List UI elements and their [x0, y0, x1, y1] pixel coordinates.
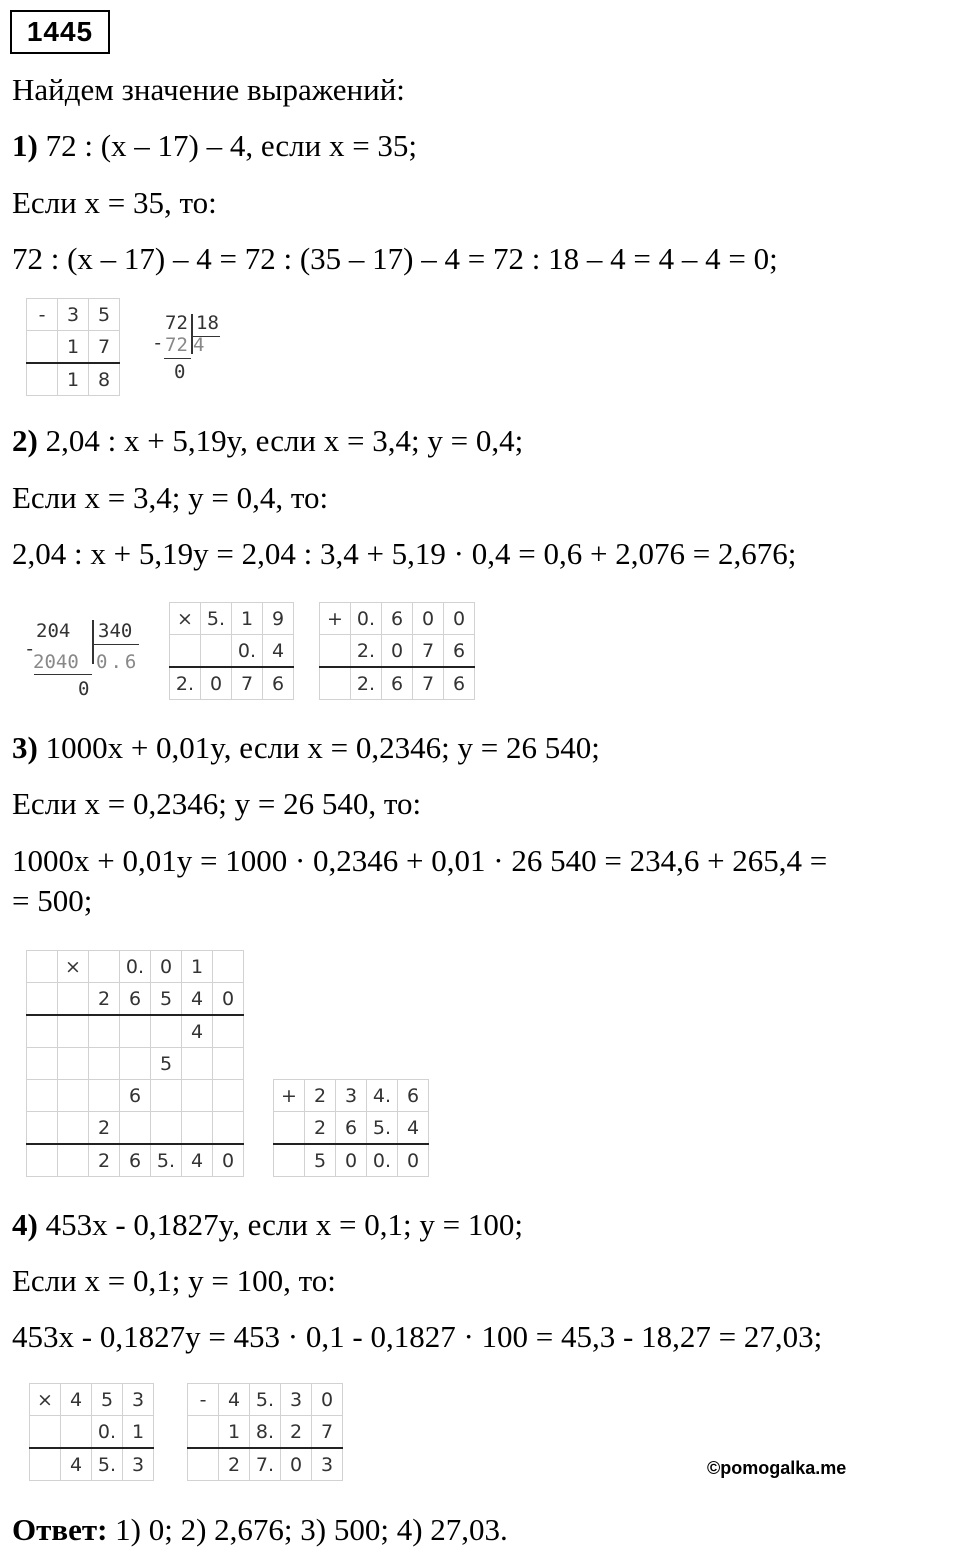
grid-cell: × [30, 1384, 61, 1416]
problem-number-badge: 1445 [10, 10, 110, 54]
part1-number: 1) [12, 128, 38, 163]
grid-cell: 7 [89, 331, 120, 364]
grid-row [188, 1384, 343, 1416]
answer-line [12, 1512, 508, 1548]
grid-cell: 0 [213, 1144, 244, 1177]
grid-row [27, 983, 244, 1016]
part3-number: 3) [12, 730, 38, 765]
grid-cell: × [170, 603, 201, 635]
part2-given: Если x = 3,4; y = 0,4, то: [12, 480, 329, 515]
grid-cell: + [320, 603, 351, 635]
grid-cell: 7 [413, 667, 444, 700]
grid-cell: 3 [336, 1080, 367, 1112]
p2-div-quotient: 0.6 [96, 651, 140, 673]
grid-cell: 0 [151, 951, 182, 983]
part3-solution: 1000x + 0,01y = 1000 · 0,2346 + 0,01 · 26 540 = 234,6 + 265,4 = [12, 843, 828, 878]
grid-cell: 6 [382, 667, 413, 700]
grid-row [170, 635, 294, 668]
grid-cell: + [274, 1080, 305, 1112]
grid-cell [89, 1080, 120, 1112]
part3-solution-cont: = 500; [12, 883, 93, 918]
grid-cell: 0. [367, 1144, 398, 1177]
p1-div-product: 72 [165, 334, 188, 356]
grid-cell: 0. [92, 1416, 123, 1449]
answer-label: Ответ: [12, 1512, 108, 1547]
grid-cell [213, 1080, 244, 1112]
grid-cell [151, 1080, 182, 1112]
p1-div-divisor: 18 [196, 312, 219, 334]
grid-cell [89, 1015, 120, 1048]
grid-row [27, 331, 120, 364]
grid-cell: 5. [250, 1384, 281, 1416]
grid-cell: 4 [263, 635, 294, 668]
grid-cell: 0 [382, 635, 413, 668]
part4-solution: 453x - 0,1827y = 453 · 0,1 - 0,1827 · 100 = 45,3 - 18,27 = 27,03; [12, 1319, 823, 1354]
grid-cell [89, 951, 120, 983]
grid-row [30, 1384, 154, 1416]
grid-cell [188, 1448, 219, 1481]
grid-row [27, 1080, 244, 1112]
p2-div-dividend: 204 [36, 620, 71, 642]
part2-task-text: 2,04 : x + 5,19y, если x = 3,4; y = 0,4; [37, 423, 524, 458]
grid-cell: 5. [151, 1144, 182, 1177]
grid-cell [182, 1048, 213, 1080]
grid-cell: 3 [58, 299, 89, 331]
part4-number: 4) [12, 1207, 38, 1242]
watermark-text: ©pomogalka.me [707, 1458, 847, 1478]
grid-cell: 1 [123, 1416, 154, 1449]
p2-div-bracket [92, 620, 94, 664]
p1-div-remainder: 0 [174, 361, 186, 383]
grid-row [188, 1416, 343, 1449]
p4-multiplication-grid [29, 1383, 154, 1481]
grid-cell: 3 [281, 1384, 312, 1416]
grid-row [320, 667, 475, 700]
grid-cell [61, 1416, 92, 1449]
grid-cell: 0 [444, 603, 475, 635]
grid-cell: 0 [413, 603, 444, 635]
grid-cell [213, 1112, 244, 1145]
grid-cell [213, 1048, 244, 1080]
grid-cell: 5. [201, 603, 232, 635]
grid-cell: 1 [58, 331, 89, 364]
grid-cell: 2. [351, 635, 382, 668]
part4-given: Если x = 0,1; y = 100, то: [12, 1263, 336, 1298]
grid-cell: 6 [263, 667, 294, 700]
grid-cell: 4 [61, 1384, 92, 1416]
grid-cell: 4 [61, 1448, 92, 1481]
grid-cell: 7. [250, 1448, 281, 1481]
grid-cell: 2 [89, 1112, 120, 1145]
grid-cell: 0. [232, 635, 263, 668]
grid-cell: 6 [120, 983, 151, 1016]
part4-task-text: 453x - 0,1827y, если x = 0,1; y = 100; [37, 1207, 523, 1242]
grid-row [27, 1015, 244, 1048]
grid-cell: 5. [367, 1112, 398, 1145]
grid-cell [120, 1112, 151, 1145]
grid-cell [27, 1112, 58, 1145]
grid-cell [320, 667, 351, 700]
p1-long-division [150, 312, 230, 392]
part3-task [12, 730, 600, 766]
grid-cell: 9 [263, 603, 294, 635]
grid-cell: 8. [250, 1416, 281, 1449]
grid-cell [27, 1015, 58, 1048]
grid-cell: 2 [281, 1416, 312, 1449]
grid-cell: 3 [123, 1448, 154, 1481]
p3-multiplication-grid [26, 950, 244, 1177]
p3-addition-grid [273, 1079, 429, 1177]
grid-cell: 6 [120, 1144, 151, 1177]
grid-cell: 1 [182, 951, 213, 983]
part1-solution: 72 : (x – 17) – 4 = 72 : (35 – 17) – 4 = 72 : 18 – 4 = 4 – 4 = 0; [12, 241, 778, 276]
p4-subtraction-grid [187, 1383, 343, 1481]
p1-div-result-line [164, 358, 191, 359]
p1-div-minus: - [152, 332, 164, 354]
grid-cell: 6 [336, 1112, 367, 1145]
grid-cell [58, 1080, 89, 1112]
grid-cell [274, 1144, 305, 1177]
grid-cell: 3 [123, 1384, 154, 1416]
grid-row [274, 1080, 429, 1112]
grid-row [320, 603, 475, 635]
grid-cell: 0 [281, 1448, 312, 1481]
grid-cell [213, 951, 244, 983]
grid-cell: 4 [219, 1384, 250, 1416]
grid-cell [27, 1080, 58, 1112]
grid-cell: 6 [382, 603, 413, 635]
grid-row [320, 635, 475, 668]
grid-cell: 1 [219, 1416, 250, 1449]
part2-task [12, 423, 523, 459]
grid-cell: 4. [367, 1080, 398, 1112]
part1-given: Если x = 35, то: [12, 185, 217, 220]
grid-cell [188, 1416, 219, 1449]
p2-addition-grid [319, 602, 475, 700]
grid-cell [201, 635, 232, 668]
p2-multiplication-grid [169, 602, 294, 700]
grid-row [274, 1112, 429, 1145]
grid-cell [58, 1144, 89, 1177]
grid-cell: 2 [219, 1448, 250, 1481]
grid-row [27, 1048, 244, 1080]
part1-task [12, 128, 417, 164]
grid-cell: 2 [89, 1144, 120, 1177]
grid-row [27, 951, 244, 983]
p2-long-division [22, 618, 152, 700]
grid-cell: - [188, 1384, 219, 1416]
grid-cell: 0. [120, 951, 151, 983]
grid-cell: 1 [58, 363, 89, 396]
p2-div-divisor-line [94, 644, 139, 645]
grid-cell [27, 363, 58, 396]
grid-row [30, 1448, 154, 1481]
part2-solution: 2,04 : x + 5,19y = 2,04 : 3,4 + 5,19 · 0,4 = 0,6 + 2,076 = 2,676; [12, 536, 797, 571]
grid-cell [58, 1048, 89, 1080]
p1-subtraction-grid [26, 298, 120, 396]
grid-cell [89, 1048, 120, 1080]
grid-cell [58, 1015, 89, 1048]
part3-given: Если x = 0,2346; y = 26 540, то: [12, 786, 422, 821]
grid-cell: 7 [232, 667, 263, 700]
grid-cell: 1 [232, 603, 263, 635]
grid-cell: 2 [305, 1080, 336, 1112]
grid-cell: 6 [120, 1080, 151, 1112]
p1-div-quotient: 4 [193, 334, 205, 356]
grid-cell: 4 [182, 983, 213, 1016]
grid-cell: 0 [213, 983, 244, 1016]
grid-cell: 7 [312, 1416, 343, 1449]
grid-cell: 5 [92, 1384, 123, 1416]
part2-number: 2) [12, 423, 38, 458]
grid-row [188, 1448, 343, 1481]
grid-cell: 6 [398, 1080, 429, 1112]
p2-div-divisor: 340 [98, 620, 133, 642]
grid-cell [27, 983, 58, 1016]
part3-task-text: 1000x + 0,01y, если x = 0,2346; y = 26 540; [37, 730, 600, 765]
grid-cell: 0 [398, 1144, 429, 1177]
grid-cell [30, 1416, 61, 1449]
grid-cell: 2 [305, 1112, 336, 1145]
grid-cell [320, 635, 351, 668]
grid-cell [274, 1112, 305, 1145]
grid-cell [27, 1048, 58, 1080]
grid-cell [27, 1144, 58, 1177]
grid-cell: 5. [92, 1448, 123, 1481]
grid-row [30, 1416, 154, 1449]
grid-cell [120, 1015, 151, 1048]
grid-cell: 0. [351, 603, 382, 635]
grid-cell: 5 [151, 983, 182, 1016]
grid-cell: - [27, 299, 58, 331]
grid-cell: 2. [170, 667, 201, 700]
part1-task-text: 72 : (x – 17) – 4, если x = 35; [37, 128, 418, 163]
answer-text: 1) 0; 2) 2,676; 3) 500; 4) 27,03. [107, 1512, 508, 1547]
grid-cell: 2 [89, 983, 120, 1016]
p2-div-product: 2040 [33, 651, 79, 673]
grid-row [170, 603, 294, 635]
grid-row [27, 363, 120, 396]
p1-div-dividend: 72 [165, 312, 188, 334]
grid-cell: 7 [413, 635, 444, 668]
p2-div-result-line [34, 674, 92, 675]
grid-cell: 0 [201, 667, 232, 700]
grid-cell [151, 1112, 182, 1145]
grid-cell [182, 1080, 213, 1112]
grid-row [274, 1144, 429, 1177]
grid-cell: × [58, 951, 89, 983]
part4-task [12, 1207, 523, 1243]
grid-cell [58, 983, 89, 1016]
grid-cell [182, 1112, 213, 1145]
grid-cell [27, 331, 58, 364]
grid-cell: 0 [312, 1384, 343, 1416]
grid-cell: 6 [444, 667, 475, 700]
grid-cell [30, 1448, 61, 1481]
grid-cell: 4 [182, 1015, 213, 1048]
grid-cell: 5 [305, 1144, 336, 1177]
grid-row [170, 667, 294, 700]
grid-cell: 4 [398, 1112, 429, 1145]
grid-cell [27, 951, 58, 983]
grid-cell: 6 [444, 635, 475, 668]
grid-row [27, 1144, 244, 1177]
grid-cell [213, 1015, 244, 1048]
grid-row [27, 299, 120, 331]
grid-cell: 8 [89, 363, 120, 396]
grid-cell [170, 635, 201, 668]
grid-cell: 2. [351, 667, 382, 700]
grid-cell: 0 [336, 1144, 367, 1177]
grid-cell: 5 [89, 299, 120, 331]
grid-cell [151, 1015, 182, 1048]
grid-cell: 5 [151, 1048, 182, 1080]
grid-cell [58, 1112, 89, 1145]
intro-text: Найдем значение выражений: [12, 72, 405, 107]
grid-row [27, 1112, 244, 1145]
grid-cell: 4 [182, 1144, 213, 1177]
grid-cell [120, 1048, 151, 1080]
grid-cell: 3 [312, 1448, 343, 1481]
p2-div-minus: - [24, 638, 36, 660]
p2-div-remainder: 0 [78, 678, 90, 700]
